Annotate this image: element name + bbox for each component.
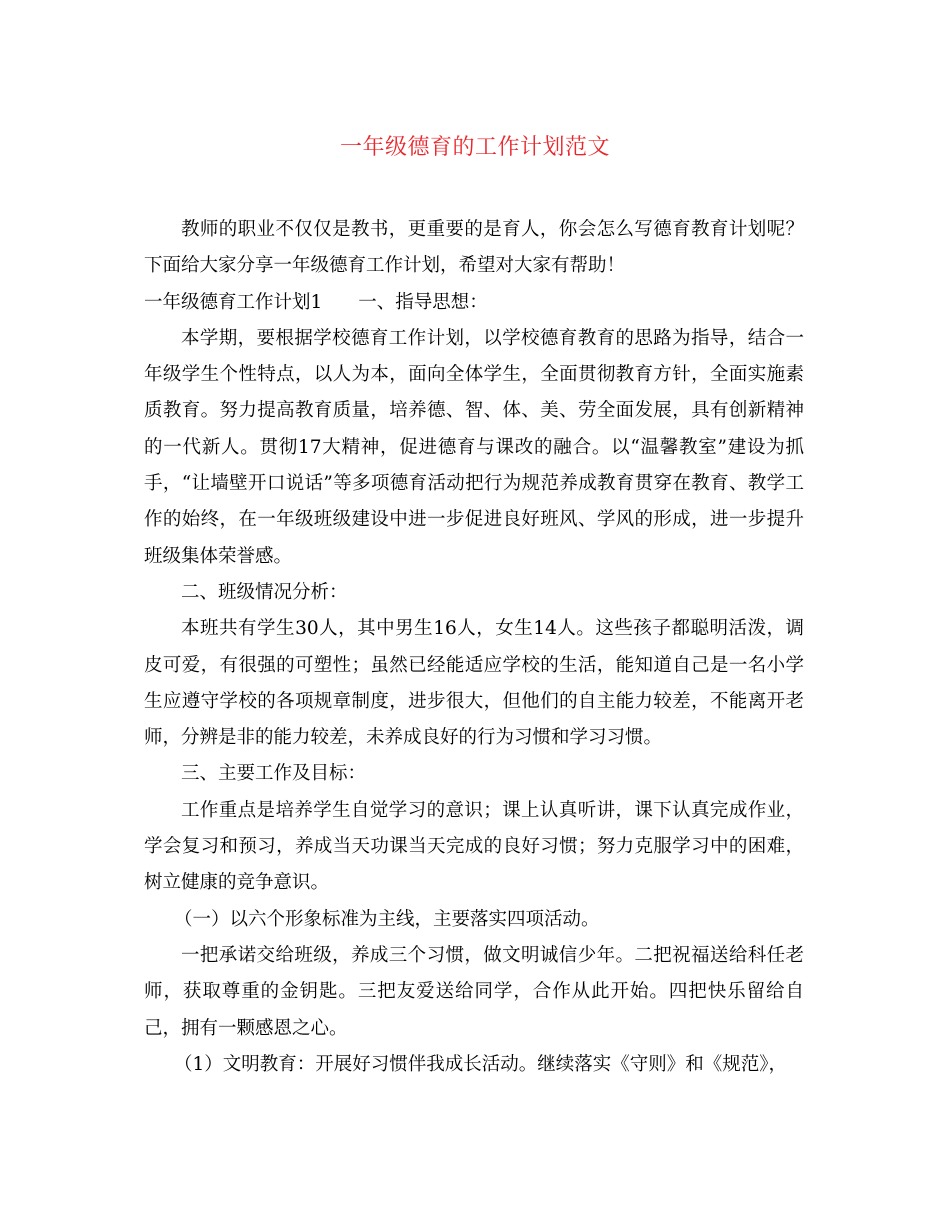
section3-heading: 三、主要工作及目标： — [181, 763, 367, 785]
section1-heading: 一、指导思想： — [358, 291, 488, 313]
document-body — [144, 212, 804, 1083]
sub1-heading: （一）以六个形象标准为主线，主要落实四项活动。 — [174, 908, 600, 930]
section2-heading: 二、班级情况分析： — [181, 581, 348, 603]
section3-paragraph: 工作重点是培养学生自觉学习的意识；课上认真听讲，课下认真完成作业，学会复习和预习，养成当天功课当天完成的良好习惯；努力克服学习中的困难，树立健康的竞争意识。 — [144, 799, 804, 894]
intro-paragraph: 教师的职业不仅仅是教书，更重要的是育人，你会怎么写德育教育计划呢？下面给大家分享一年级德育工作计划，希望对大家有帮助！ — [144, 219, 804, 277]
document-title: 一年级德育的工作计划范文 — [339, 135, 610, 160]
section1-paragraph: 本学期，要根据学校德育工作计划，以学校德育教育的思路为指导，结合一年级学生个性特点，以人为本，面向全体学生，全面贯彻教育方针，全面实施素质教育。努力提高教育质量，培养德、智、体、美、劳全面发展，具有创新精神的一代新人。贯彻17大精神，促进德育与课改的融合。以“温馨教室”建设为抓手，“让墙壁开口说话”等多项德育活动把行为规范养成教育贯穿在教育、教学工作的始终，在一年级班级建设中进一步促进良好班风、学风的形成，进一步提升班级集体荣誉感。 — [144, 327, 804, 567]
plan-label: 一年级德育工作计划1 — [144, 291, 323, 313]
item1-paragraph: （1）文明教育：开展好习惯伴我成长活动。继续落实《守则》和《规范》， — [174, 1053, 788, 1075]
sub1-paragraph: 一把承诺交给班级，养成三个习惯，做文明诚信少年。二把祝福送给科任老师，获取尊重的金钥匙。三把友爱送给同学，合作从此开始。四把快乐留给自己，拥有一颗感恩之心。 — [144, 944, 804, 1039]
plan-heading-line — [144, 285, 804, 321]
section2-paragraph: 本班共有学生30人，其中男生16人，女生14人。这些孩子都聪明活泼，调皮可爱，有很强的可塑性；虽然已经能适应学校的生活，能知道自己是一名小学生应遵守学校的各项规章制度，进步很大，但他们的自主能力较差，不能离开老师，分辨是非的能力较差，未养成良好的行为习惯和学习习惯。 — [144, 618, 804, 749]
